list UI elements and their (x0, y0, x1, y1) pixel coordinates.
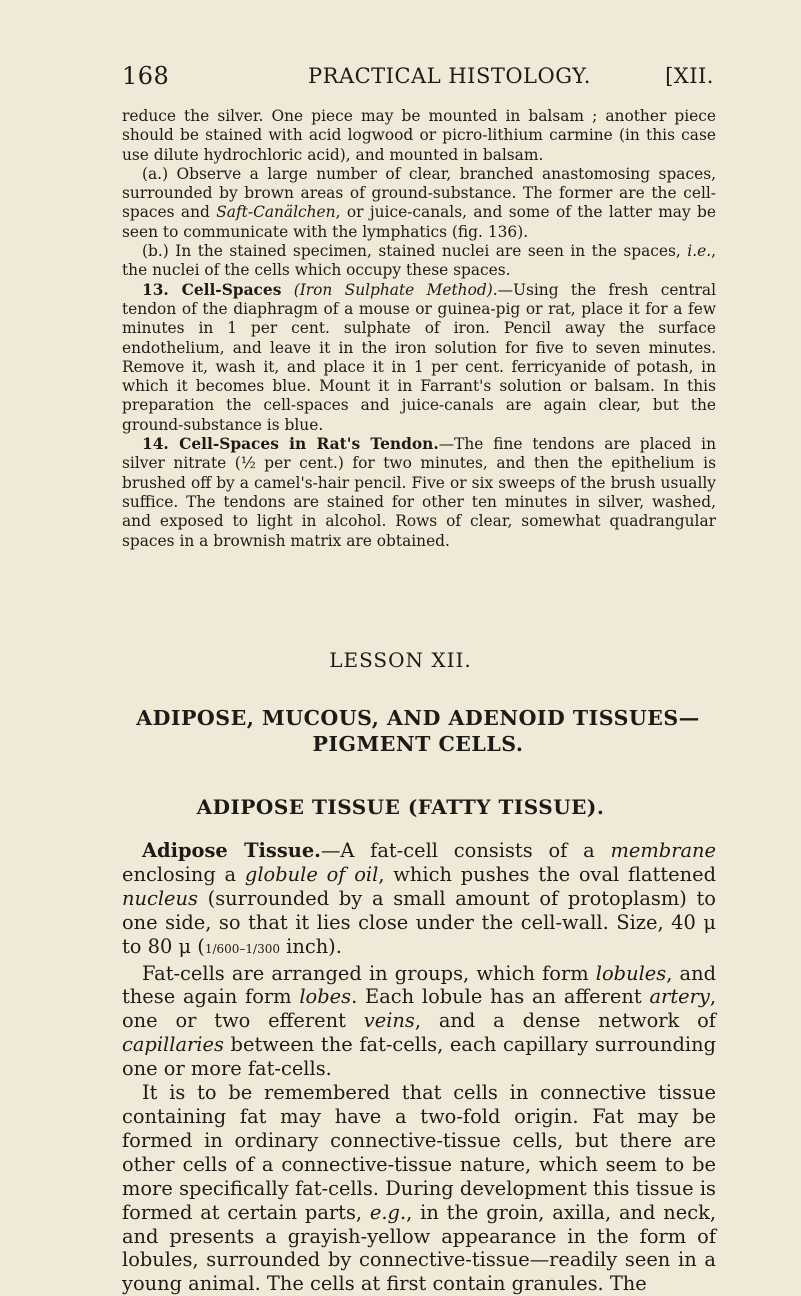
running-header (122, 60, 714, 94)
method-13-subtitle: (Iron Sulphate Method). (293, 280, 498, 299)
method-13-title: 13. Cell-Spaces (142, 280, 282, 299)
lesson-heading: LESSON XII. (329, 648, 472, 672)
term-saft-canalchen: Saft-Canälchen (216, 203, 336, 222)
paragraph-fat-cell: Adipose Tissue.—A fat-cell consists of a membrane enclosing a globule of oil, which pushes the oval flattened nucleus (surrounded by a small amount of protoplasm) to one side, so that it lies close under the cell-wall. Size, 40 μ to 80 μ (1/600–1/300 inch). (122, 839, 716, 958)
paragraph-13: 13. Cell-Spaces (Iron Sulphate Method).—Using the fresh central tendon of the diaphragm of a mouse or guinea-pig or rat, place it for a few minutes in 1 per cent. sulphate of iron. Pencil away the surface endothelium, and leave it in the iron solution for five to seven minutes. Remove it, wash it, and place it in 1 per cent. ferricyanide of potash, in which it becomes blue. Mount it in Farrant's solution or balsam. In this preparation the cell-spaces and juice-canals are again clear, but the ground-substance is blue. (122, 280, 716, 434)
section-marker: [XII. (665, 64, 714, 88)
section-subheading: ADIPOSE TISSUE (FATTY TISSUE). (196, 795, 605, 819)
paragraph-a: (a.) Observe a large number of clear, branched anastomosing spaces, surrounded by brown areas of ground-substance. The former are the cell-spaces and Saft-Canälchen, or juice-canals, and some of the latter may be seen to communicate with the lymphatics (fig. 136). (122, 164, 716, 241)
paragraph-b: (b.) In the stained specimen, stained nuclei are seen in the spaces, i.e., the nuclei of the cells which occupy these spaces. (122, 242, 716, 280)
method-14-title: 14. Cell-Spaces in Rat's Tendon. (142, 435, 439, 454)
paragraph-origin: It is to be remembered that cells in connective tissue containing fat may have a two-fold origin. Fat may be formed in ordinary connective-tissue cells, but there are other cells of a connective-tissue nature, which seem to be more specifically fat-cells. During development this tissue is formed at certain parts, e.g., in the groin, axilla, and neck, and presents a grayish-yellow appearance in the form of lobules, surrounded by connective-tissue—readily seen in a young animal. The cells at first contain granules. The (122, 1081, 717, 1296)
paragraph-lobules: Fat-cells are arranged in groups, which form lobules, and these again form lobes. Each lobule has an afferent artery, one or two efferent veins, and a dense network of capillaries between the fat-cells, each capillary surrounding one or more fat-cells. (122, 961, 716, 1081)
adipose-text (122, 839, 716, 1296)
paragraph-14: 14. Cell-Spaces in Rat's Tendon.—The fine tendons are placed in silver nitrate (½ per cent.) for two minutes, and then the epithelium is brushed off by a camel's-hair pencil. Five or six sweeps of the brush usually suffice. The tendons are stained for other ten minutes in silver, washed, and exposed to light in alcohol. Rows of clear, somewhat quadrangular spaces in a brownish matrix are obtained. (122, 435, 716, 550)
page-number: 168 (122, 62, 170, 90)
paragraph-reduce: reduce the silver. One piece may be mounted in balsam ; another piece should be stained with acid logwood or picro-lithium carmine (in this case use dilute hydrochloric acid), and mounted in balsam. (122, 107, 716, 164)
methods-text (122, 107, 716, 551)
lead-adipose-tissue: Adipose Tissue. (142, 839, 321, 862)
chapter-title: ADIPOSE, MUCOUS, AND ADENOID TISSUES—PIGMENT CELLS. (136, 706, 700, 756)
running-title: PRACTICAL HISTOLOGY. (308, 64, 591, 88)
